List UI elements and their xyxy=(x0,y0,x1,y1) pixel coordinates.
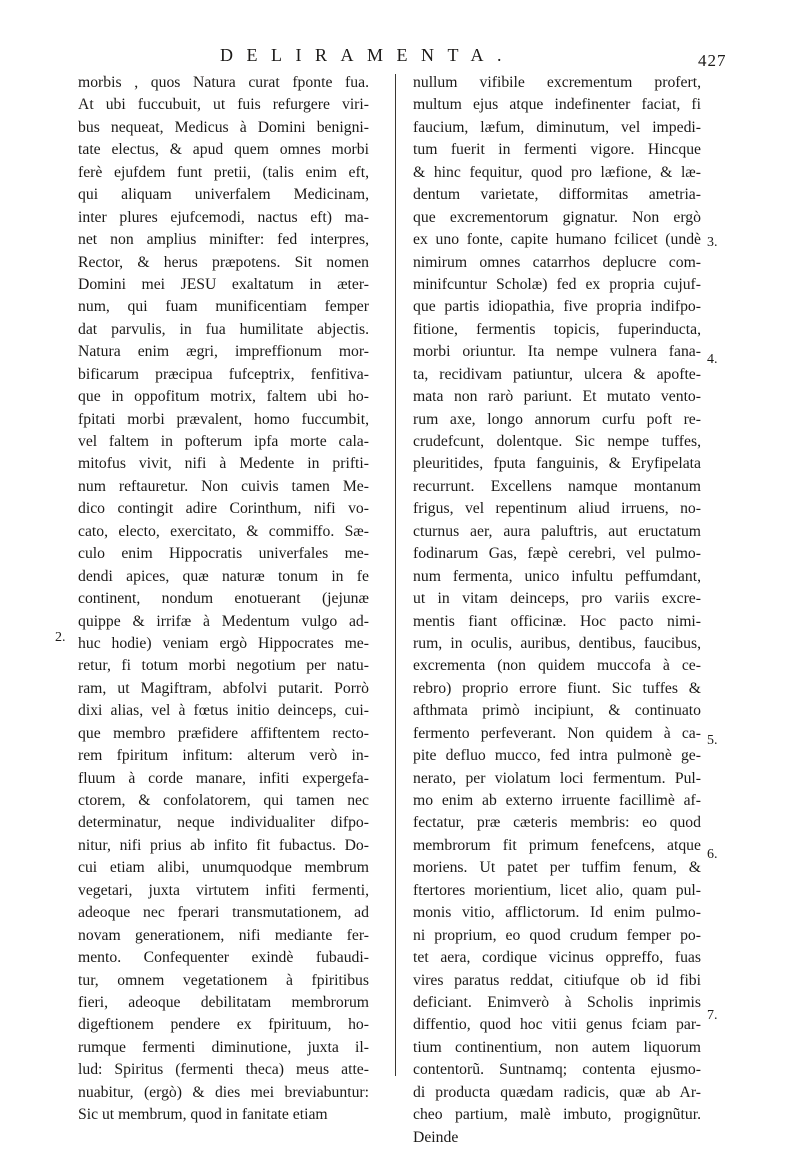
text-line: inter plures ejufcemodi, nactus eft) ma- xyxy=(78,208,369,226)
right-column xyxy=(413,72,701,1149)
text-line: tum fuerit in fermenti vigore. Hincque xyxy=(413,141,701,159)
text-line: vel faltem in pofterum ipfa morte cala- xyxy=(78,433,369,450)
margin-note-2: 2. xyxy=(55,630,66,645)
text-line: bus nequeat, Medicus à Domini benigni- xyxy=(78,118,369,136)
text-line: que in oppofitum motrix, faltem ubi ho- xyxy=(78,388,369,406)
text-line: Natura enim ægri, impreffionum mor- xyxy=(78,343,369,361)
text-line: novam generationem, nifi mediante fer- xyxy=(78,926,369,944)
text-line: ut in vitam deinceps, pro variis excre- xyxy=(413,590,701,608)
text-line: faucium, læfum, diminutum, vel impedi- xyxy=(413,118,701,136)
margin-note-3: 3. xyxy=(707,235,718,250)
text-line: fieri, adeoque debilitatam membrorum xyxy=(78,993,369,1011)
text-line: moriens. Ut patet per tuffim fenum, & xyxy=(413,859,701,877)
text-line: nimirum omnes catarrhos deplucre com- xyxy=(413,253,701,271)
text-line: excrementa (non quidem muccofa à ce- xyxy=(413,657,701,675)
text-line: ni proprium, eo quod crudum femper po- xyxy=(413,926,701,944)
text-line: tate electus, & apud quem omnes morbi xyxy=(78,141,369,159)
text-line: fpitati morbi prævalent, homo fuccumbit, xyxy=(78,410,369,428)
text-line: frigus, vel repentinum aliud irruens, no- xyxy=(413,500,701,518)
left-column xyxy=(78,72,369,1127)
margin-note-5: 5. xyxy=(707,733,718,748)
running-head: DELIRAMENTA. xyxy=(220,45,516,65)
page-header xyxy=(220,45,740,71)
text-line: tet aera, cordique vicinus oppreffo, fuas xyxy=(413,949,701,967)
text-line: mata non rarò pariunt. Et mutato vento- xyxy=(413,388,701,406)
text-line: pleuritides, fputa fanguinis, & Eryfipelata xyxy=(413,455,701,473)
text-line: At ubi fuccubuit, ut fuis refurgere viri- xyxy=(78,96,369,114)
column-divider xyxy=(395,74,396,1076)
text-line: adeoque nec fperari transmutationem, ad xyxy=(78,904,369,922)
text-line: multum ejus atque indefinenter faciat, fi xyxy=(413,96,701,114)
text-line: contentorũ. Suntnamq; contenta ejusmo- xyxy=(413,1061,701,1079)
text-line: digeftionem pendere ex fpirituum, ho- xyxy=(78,1016,369,1034)
text-line: pite defluo mucco, fed intra pulmonè ge- xyxy=(413,747,701,765)
text-line: rum axe, longo annorum curfu poft re- xyxy=(413,410,701,428)
text-line: recurrunt. Excellens namque montanum xyxy=(413,477,701,495)
text-line: cturnus aer, aura paluftris, aut eructatum xyxy=(413,522,701,540)
text-line: nuabitur, (ergò) & dies mei breviabuntur: xyxy=(78,1083,369,1101)
margin-note-7: 7. xyxy=(707,1008,718,1023)
text-line: membrorum fit primum fenefcens, atque xyxy=(413,836,701,854)
text-line: minifcuntur Scholæ) fed ex propria cujuf- xyxy=(413,275,701,293)
text-line: vires paratus reddat, citiufque ob id fibi xyxy=(413,971,701,989)
text-line: dentum varietate, difformitas ametria- xyxy=(413,186,701,204)
text-line: dendi apices, quæ naturæ tonum in fe xyxy=(78,567,369,585)
text-line: mitofus vivit, nifi à Medente in prifti- xyxy=(78,455,369,473)
text-line: morbis , quos Natura curat fponte fua. xyxy=(78,74,369,91)
text-line: diffentio, quod hoc vitii genus fciam par- xyxy=(413,1016,701,1034)
text-line: cheo partium, malè imbuto, progignũtur. xyxy=(413,1106,701,1124)
text-line: rebro) proprio errore fiunt. Sic tuffes & xyxy=(413,679,701,697)
text-line: ram, ut Magiftram, abfolvi putarit. Porrò xyxy=(78,679,369,697)
text-line: nerato, per violatum loci fermentum. Pul- xyxy=(413,769,701,787)
text-line: afthmata primò incipiunt, & continuato xyxy=(413,702,701,720)
text-line: & hinc fequitur, quod pro læfione, & læ- xyxy=(413,163,701,181)
text-line: nullum vifibile excrementum profert, xyxy=(413,74,701,91)
text-line: fectatur, præ cæteris membris: eo quod xyxy=(413,814,701,832)
text-line: dico contingit adire Corinthum, nifi vo- xyxy=(78,500,369,518)
text-line: determinatur, neque individualiter difpo- xyxy=(78,814,369,832)
text-line: net non amplius minifter: fed interpres, xyxy=(78,231,369,249)
text-line: ctorem, & confolatorem, qui tamen nec xyxy=(78,792,369,809)
text-line: continent, nondum enotuerant (jejunæ xyxy=(78,590,369,608)
text-line: deficiant. Enimverò à Scholis inprimis xyxy=(413,993,701,1011)
text-line: cato, electo, exercitato, & commiffo. Sæ- xyxy=(78,522,369,540)
text-line: que membro præfidere affiftentem recto- xyxy=(78,724,369,742)
text-line: retur, fi totum morbi negotium per natu- xyxy=(78,657,369,675)
text-line: num, qui fuam munificentiam femper xyxy=(78,298,369,316)
text-line: fitione, fermentis topicis, fuperinducta, xyxy=(413,320,701,338)
text-line: num reftauretur. Non cuivis tamen Me- xyxy=(78,477,369,495)
text-line: ftertores morientium, licet alio, quam pul- xyxy=(413,881,701,899)
text-line: ta, recidivam patiuntur, ulcera & apofte- xyxy=(413,365,701,383)
text-line: crudefcunt, dolentque. Sic nempe tuffes, xyxy=(413,433,701,450)
text-line: qui aliquam univerfalem Medicinam, xyxy=(78,186,369,204)
text-line: rem fpiritum infitum: alterum verò in- xyxy=(78,747,369,765)
text-line: dat parvulis, in fua humilitate abjectis. xyxy=(78,320,369,338)
text-line: rumque fermenti diminutione, juxta il- xyxy=(78,1038,369,1056)
text-line: vegetari, juxta virtutem infiti fermenti, xyxy=(78,881,369,899)
text-line: tur, omnem vegetationem à fpiritibus xyxy=(78,971,369,989)
text-line: dixi alias, vel à fœtus initio deinceps, cui- xyxy=(78,702,369,720)
text-line: fermento perfeverant. Non quidem à ca- xyxy=(413,724,701,742)
text-line: fodinarum Gas, fæpè cerebri, vel pulmo- xyxy=(413,545,701,563)
text-line: mentis fiant officinæ. Hoc pacto nimi- xyxy=(413,612,701,630)
text-line: huc hodie) veniam ergò Hippocrates me- xyxy=(78,634,369,652)
text-line: Rector, & herus præpotens. Sit nomen xyxy=(78,253,369,271)
text-line: que partis idiopathia, five propria indifpo- xyxy=(413,298,701,316)
text-line: ferè ejufdem funt pretii, (talis enim eft, xyxy=(78,163,369,181)
text-line: Deinde xyxy=(413,1128,459,1146)
text-line: num fermenta, unico infultu peffumdant, xyxy=(413,567,701,585)
text-line: lud: Spiritus (fermenti theca) meus atte- xyxy=(78,1061,369,1079)
text-line: bificarum præcipua fufceptrix, fenfitiva- xyxy=(78,365,369,383)
text-line: culo enim Hippocratis univerfales me- xyxy=(78,545,369,563)
text-line: nitur, nifi prius ab infito fit fubactus. Do- xyxy=(78,836,369,854)
page-number: 427 xyxy=(698,51,727,70)
text-line: ex uno fonte, capite humano fcilicet (undè xyxy=(413,231,701,249)
text-line: quippe & irrifæ à Medentum vulgo ad- xyxy=(78,612,369,630)
margin-note-6: 6. xyxy=(707,847,718,862)
text-line: Domini mei JESU exaltatum in æter- xyxy=(78,275,369,293)
text-line: tium continentium, non autem liquorum xyxy=(413,1038,701,1056)
text-line: mento. Confequenter exindè fubaudi- xyxy=(78,949,369,967)
text-line: monis vitio, afflictorum. Id enim pulmo- xyxy=(413,904,701,922)
text-line: fluum à corde manare, infiti expergefa- xyxy=(78,769,369,787)
margin-note-4: 4. xyxy=(707,352,718,367)
text-line: di producta quædam radicis, quæ ab Ar- xyxy=(413,1083,701,1101)
text-line: morbi oriuntur. Ita nempe vulnera fana- xyxy=(413,343,701,361)
text-line: mo enim ab externo irruente facillimè af- xyxy=(413,792,701,809)
text-line: rum, in oculis, auribus, dentibus, faucibus, xyxy=(413,634,701,652)
text-line: cui etiam alibi, unumquodque membrum xyxy=(78,859,369,877)
text-line: Sic ut membrum, quod in fanitate etiam xyxy=(78,1106,328,1124)
text-line: que excrementorum gignatur. Non ergò xyxy=(413,208,701,226)
